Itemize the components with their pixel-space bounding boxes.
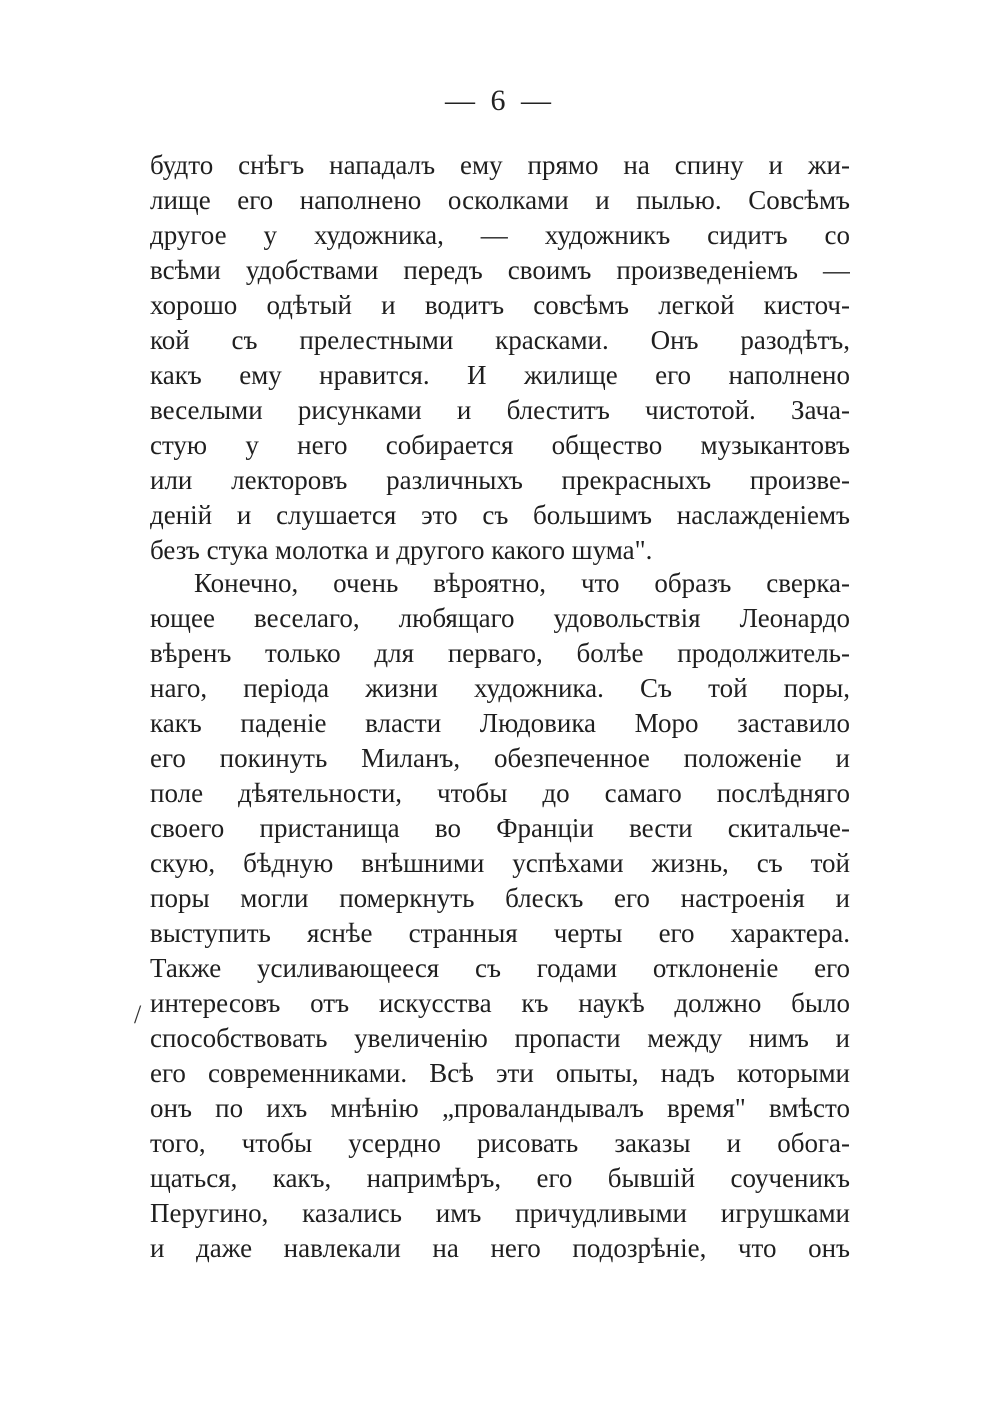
text-line: деній и слушается это съ большимъ наслажденіемъ xyxy=(150,500,850,530)
text-line: веселыми рисунками и блеститъ чистотой. Зача- xyxy=(150,395,850,425)
text-line: поры могли померкнуть блескъ его настроенія и xyxy=(150,883,850,913)
text-line: кой съ прелестными красками. Онъ разодѣтъ, xyxy=(150,325,850,355)
text-line: хорошо одѣтый и водитъ совсѣмъ легкой кисточ- xyxy=(150,290,850,320)
text-line: наго, періода жизни художника. Съ той поры, xyxy=(150,673,850,703)
text-line: Перугино, казались имъ причудливыми игрушками xyxy=(150,1198,850,1228)
text-line: способствовать увеличенію пропасти между нимъ и xyxy=(150,1023,850,1053)
page-number: — 6 — xyxy=(445,84,555,117)
paragraph-2 xyxy=(150,566,850,1266)
text-line: лище его наполнено осколками и пылью. Совсѣмъ xyxy=(150,185,850,215)
text-line: стую у него собирается общество музыкантовъ xyxy=(150,430,850,460)
paragraph-1 xyxy=(150,148,850,568)
text-line: скую, бѣдную внѣшними успѣхами жизнь, съ той xyxy=(150,848,850,878)
text-line: Также усиливающееся съ годами отклоненіе его xyxy=(150,953,850,983)
text-line: ющее веселаго, любящаго удовольствія Леонардо xyxy=(150,603,850,633)
margin-mark: / xyxy=(134,1000,142,1029)
text-line: интересовъ отъ искусства къ наукѣ должно было xyxy=(150,988,850,1018)
text-line: другое у художника, — художникъ сидитъ со xyxy=(150,220,850,250)
text-line: вѣренъ только для перваго, болѣе продолжитель- xyxy=(150,638,850,668)
text-line: щаться, какъ, напримѣръ, его бывшій соученикъ xyxy=(150,1163,850,1193)
text-line: и даже навлекали на него подозрѣніе, что онъ xyxy=(150,1233,850,1263)
text-line: выступить яснѣе странныя черты его характера. xyxy=(150,918,850,948)
text-line: его покинуть Миланъ, обезпеченное положеніе и xyxy=(150,743,850,773)
text-line: всѣми удобствами передъ своимъ произведеніемъ — xyxy=(150,255,850,285)
text-line: онъ по ихъ мнѣнію „проваландывалъ время" вмѣсто xyxy=(150,1093,850,1123)
text-line: будто снѣгъ нападалъ ему прямо на спину и жи- xyxy=(150,150,850,180)
text-line: поле дѣятельности, чтобы до самаго послѣдняго xyxy=(150,778,850,808)
text-line: своего пристанища во Франціи вести скитальче- xyxy=(150,813,850,843)
text-line: того, чтобы усердно рисовать заказы и обога- xyxy=(150,1128,850,1158)
text-line: безъ стука молотка и другого какого шума". xyxy=(150,535,653,565)
text-line: какъ паденіе власти Людовика Моро заставило xyxy=(150,708,850,738)
text-line: Конечно, очень вѣроятно, что образъ сверка- xyxy=(194,568,850,598)
text-line: его современниками. Всѣ эти опыты, надъ которыми xyxy=(150,1058,850,1088)
text-line: или лекторовъ различныхъ прекрасныхъ произве- xyxy=(150,465,850,495)
text-line: какъ ему нравится. И жилище его наполнено xyxy=(150,360,850,390)
